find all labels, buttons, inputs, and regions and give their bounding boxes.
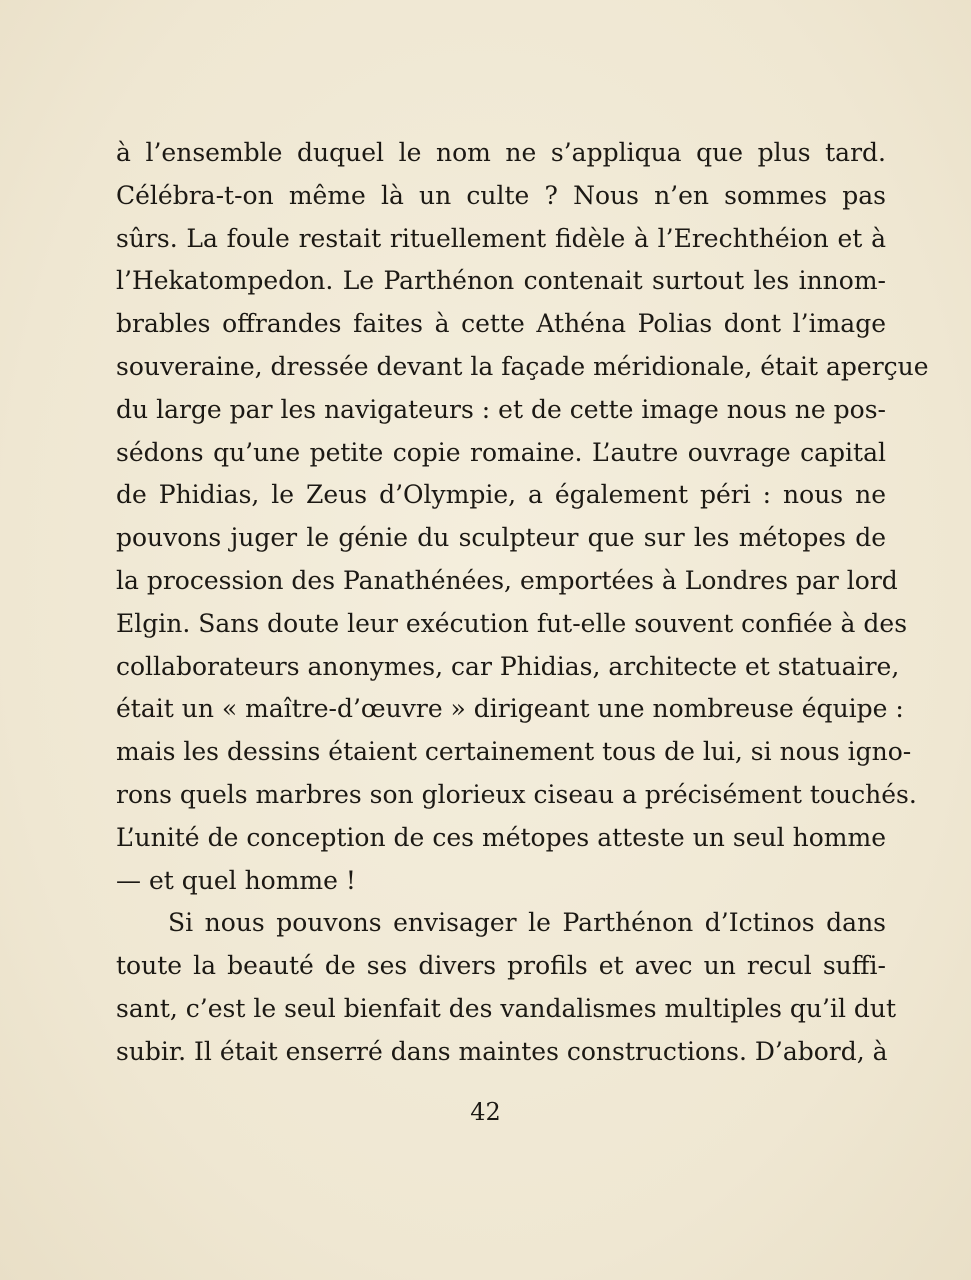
text-line: était un « maître-d’œuvre » dirigeant une nombreuse équipe : (116, 694, 904, 724)
text-line: Célébra-t-on même là un culte ? Nous n’en sommes pas (116, 180, 886, 210)
text-line: du large par les navigateurs : et de cette image nous ne pos- (116, 394, 886, 424)
text-line: souveraine, dressée devant la façade méridionale, était aperçue (116, 351, 929, 381)
text-line: sûrs. La foule restait rituellement fidèle à l’Erechthéion et à (116, 223, 886, 253)
text-line: Elgin. Sans doute leur exécution fut-elle souvent confiée à des (116, 608, 908, 638)
text-line: brables offrandes faites à cette Athéna Polias dont l’image (116, 309, 886, 339)
text-line: l’Hekatompedon. Le Parthénon contenait surtout les innom- (116, 266, 886, 296)
text-line: toute la beauté de ses divers profils et avec un recul suffi- (116, 951, 886, 981)
paragraph-1 (116, 132, 929, 902)
text-line: — et quel homme ! (116, 865, 356, 895)
text-line: de Phidias, le Zeus d’Olympie, a également péri : nous ne (116, 480, 886, 510)
text-line: rons quels marbres son glorieux ciseau a précisément touchés. (116, 779, 917, 809)
text-line: Si nous pouvons envisager le Parthénon d’Ictinos dans (168, 908, 886, 938)
text-line: sédons qu’une petite copie romaine. L’autre ouvrage capital (116, 437, 886, 467)
text-line: collaborateurs anonymes, car Phidias, architecte et statuaire, (116, 651, 900, 681)
text-line: mais les dessins étaient certainement tous de lui, si nous igno- (116, 737, 912, 767)
text-line: la procession des Panathénées, emportées à Londres par lord (116, 565, 898, 595)
text-line: sant, c’est le seul bienfait des vandalismes multiples qu’il dut (116, 993, 897, 1023)
text-line: pouvons juger le génie du sculpteur que sur les métopes de (116, 523, 886, 553)
page-number: 42 (470, 1098, 501, 1126)
text-line: subir. Il était enserré dans maintes constructions. D’abord, à (116, 1036, 888, 1066)
paragraph-2 (116, 902, 897, 1073)
body-text (116, 132, 929, 1074)
text-line: L’unité de conception de ces métopes atteste un seul homme (116, 822, 886, 852)
text-line: à l’ensemble duquel le nom ne s’appliqua que plus tard. (116, 138, 886, 167)
